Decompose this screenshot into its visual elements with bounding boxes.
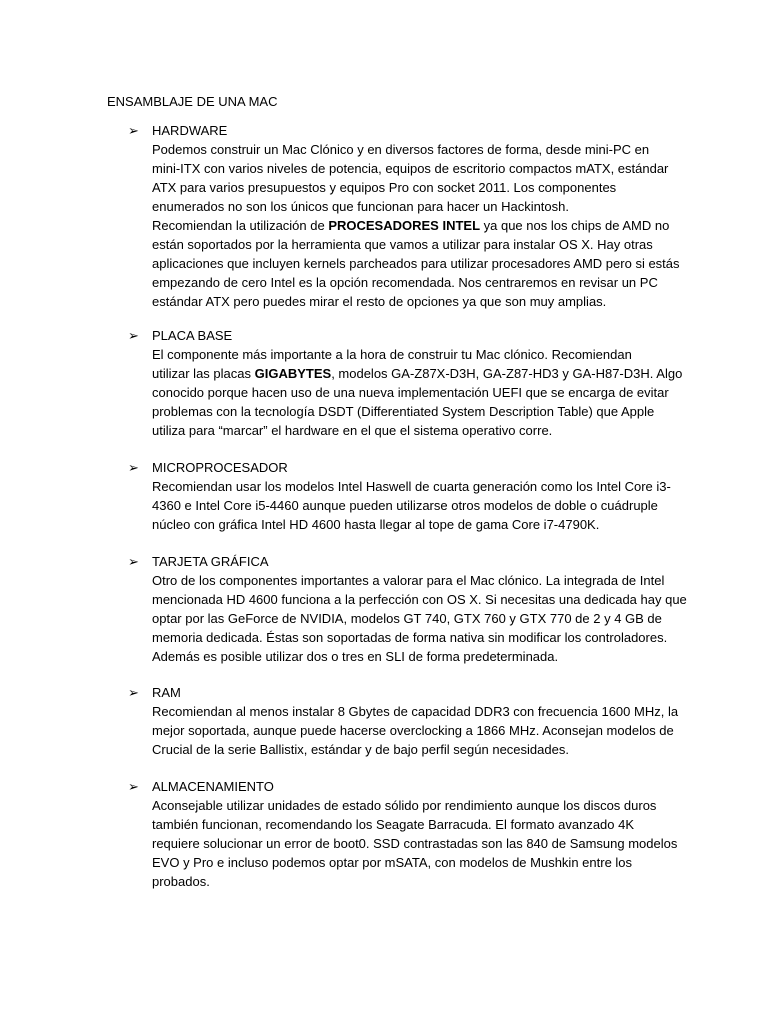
body-line: problemas con la tecnología DSDT (Differentiated System Description Table) que Apple: [152, 404, 655, 419]
body-line: mejor soportada, aunque puede hacerse overclocking a 1866 MHz. Aconsejan modelos de: [152, 723, 674, 738]
arrow-bullet-icon: ➢: [128, 123, 139, 138]
body-line: mini-ITX con varios niveles de potencia, equipos de escritorio compactos mATX, estándar: [152, 161, 669, 176]
body-line: Podemos construir un Mac Clónico y en diversos factores de forma, desde mini-PC en: [152, 142, 650, 157]
arrow-bullet-icon: ➢: [128, 328, 139, 343]
arrow-bullet-icon: ➢: [128, 779, 139, 794]
section-body: [152, 796, 692, 891]
body-line: probados.: [152, 874, 210, 889]
body-line: EVO y Pro e incluso podemos optar por mSATA, con modelos de Mushkin entre los: [152, 855, 633, 870]
section-body: [152, 345, 692, 440]
section-body: [152, 477, 692, 534]
body-line: mencionada HD 4600 funciona a la perfección con OS X. Si necesitas una dedicada hay que: [152, 592, 687, 607]
body-line: utilizar las placas GIGABYTES, modelos GA-Z87X-D3H, GA-Z87-HD3 y GA-H87-D3H. Algo: [152, 366, 683, 381]
body-line: enumerados no son los únicos que funcionan para hacer un Hackintosh.: [152, 199, 569, 214]
section-body: [152, 571, 692, 666]
section-heading: ALMACENAMIENTO: [152, 779, 274, 794]
body-line: empezando de cero Intel es la opción recomendada. Nos centraremos en revisar un PC: [152, 275, 658, 290]
body-line: conocido porque hacen uso de una nueva implementación UEFI que se encarga de evitar: [152, 385, 669, 400]
body-line: 4360 e Intel Core i5-4460 aunque pueden utilizarse otros modelos de doble o cuádruple: [152, 498, 658, 513]
section-heading: PLACA BASE: [152, 328, 233, 343]
arrow-bullet-icon: ➢: [128, 554, 139, 569]
arrow-bullet-icon: ➢: [128, 460, 139, 475]
body-line: también funcionan, recomendando los Seagate Barracuda. El formato avanzado 4K: [152, 817, 635, 832]
body-line: ATX para varios presupuestos y equipos Pro con socket 2011. Los componentes: [152, 180, 617, 195]
body-line: memoria dedicada. Éstas son soportadas de forma nativa sin modificar los controladores.: [152, 630, 668, 645]
section-heading: HARDWARE: [152, 123, 228, 138]
body-line: Además es posible utilizar dos o tres en SLI de forma predeterminada.: [152, 649, 559, 664]
body-line: núcleo con gráfica Intel HD 4600 hasta llegar al tope de gama Core i7-4790K.: [152, 517, 600, 532]
body-line: Recomiendan la utilización de PROCESADORES INTEL ya que nos los chips de AMD no: [152, 218, 670, 233]
body-line: estándar ATX pero puedes mirar el resto de opciones ya que son muy amplias.: [152, 294, 607, 309]
body-line: Recomiendan al menos instalar 8 Gbytes de capacidad DDR3 con frecuencia 1600 MHz, la: [152, 704, 679, 719]
body-line: Recomiendan usar los modelos Intel Haswell de cuarta generación como los Intel Core i3-: [152, 479, 671, 494]
body-line: Otro de los componentes importantes a valorar para el Mac clónico. La integrada de Intel: [152, 573, 665, 588]
document-title: ENSAMBLAJE DE UNA MAC: [107, 94, 278, 109]
body-line: utiliza para “marcar” el hardware en el que el sistema operativo corre.: [152, 423, 553, 438]
body-line: están soportados por la herramienta que vamos a utilizar para instalar OS X. Hay otras: [152, 237, 653, 252]
body-line: aplicaciones que incluyen kernels parcheados para utilizar procesadores AMD pero si estás: [152, 256, 680, 271]
body-line: requiere solucionar un error de boot0. SSD contrastadas son las 840 de Samsung modelos: [152, 836, 678, 851]
arrow-bullet-icon: ➢: [128, 685, 139, 700]
section-body: [152, 702, 692, 759]
body-line: Aconsejable utilizar unidades de estado sólido por rendimiento aunque los discos duros: [152, 798, 657, 813]
body-line: Crucial de la serie Ballistix, estándar y de bajo perfil según necesidades.: [152, 742, 569, 757]
body-line: El componente más importante a la hora de construir tu Mac clónico. Recomiendan: [152, 347, 632, 362]
section-body: [152, 140, 692, 311]
section-heading: RAM: [152, 685, 181, 700]
section-heading: MICROPROCESADOR: [152, 460, 288, 475]
section-heading: TARJETA GRÁFICA: [152, 554, 269, 569]
body-line: optar por las GeForce de NVIDIA, modelos GT 740, GTX 760 y GTX 770 de 2 y 4 GB de: [152, 611, 662, 626]
